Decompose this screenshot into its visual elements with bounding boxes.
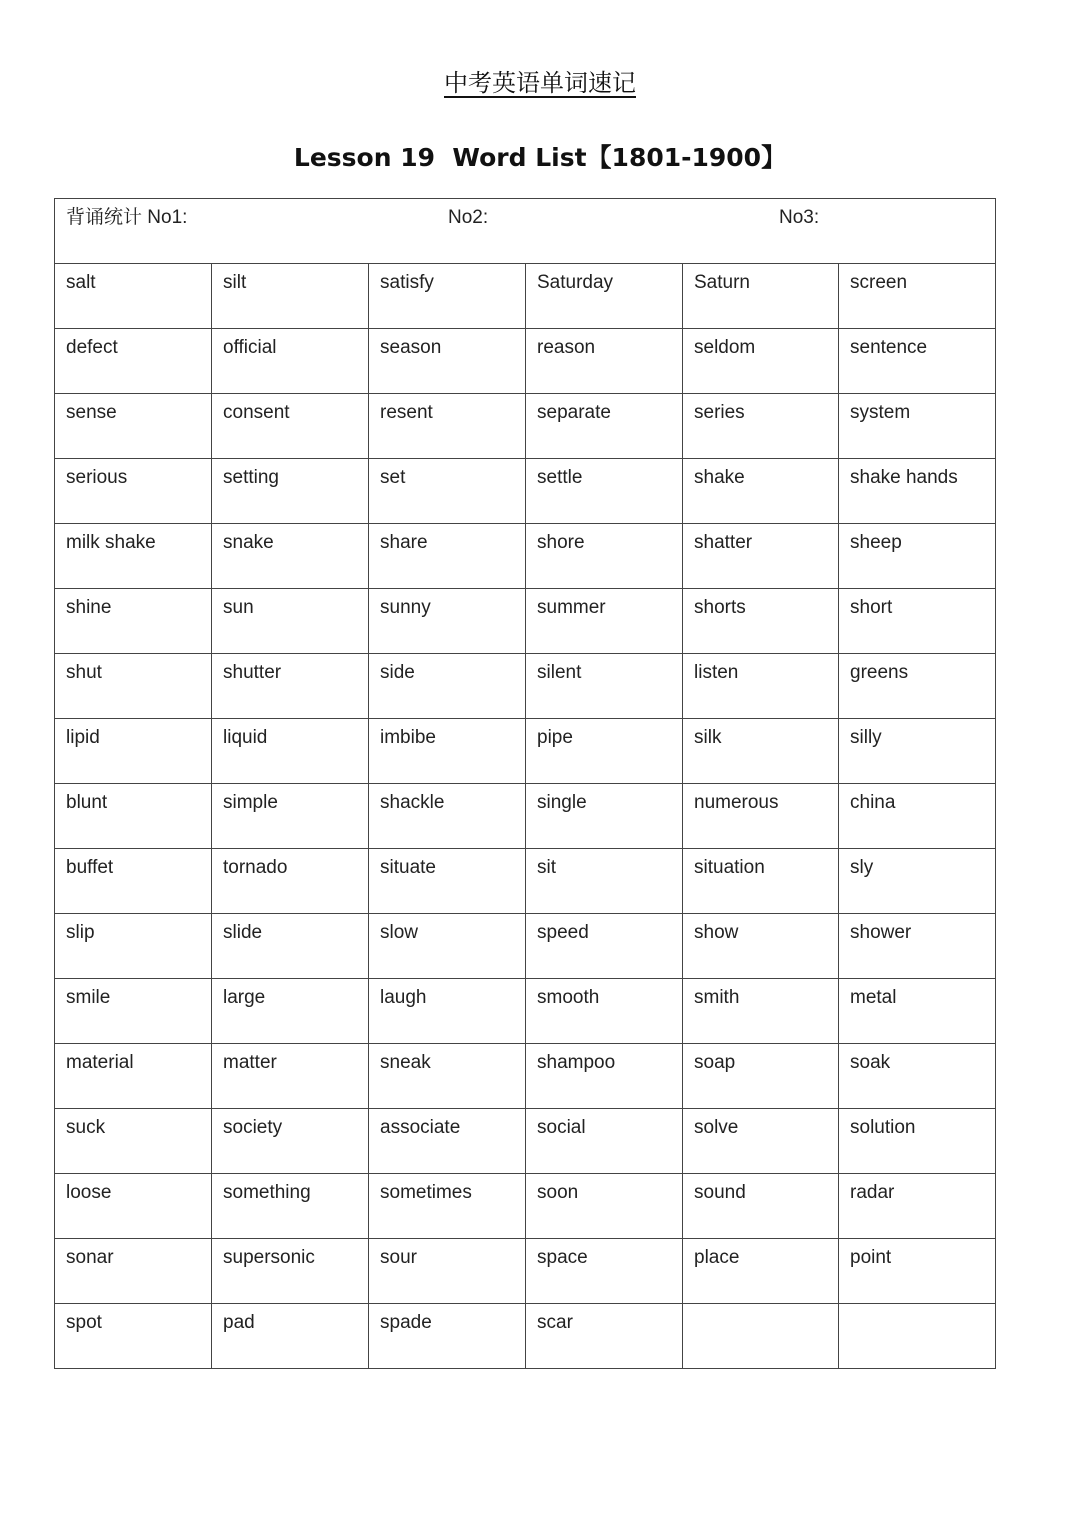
word-cell [212,1304,369,1369]
word-cell [683,1239,839,1304]
table-row [55,1239,996,1304]
word-cell [683,1304,839,1369]
word-text: space [537,1247,588,1268]
word-cell [839,849,996,914]
word-text: salt [66,272,96,293]
word-text: place [694,1247,740,1268]
word-cell [55,654,212,719]
word-cell [369,394,526,459]
word-text: season [380,337,442,358]
word-cell [839,1304,996,1369]
table-row [55,524,996,589]
word-text: share [380,532,428,553]
word-cell [526,329,683,394]
word-text: defect [66,337,118,358]
stats-no3-label: No3: [779,207,820,228]
word-cell [212,784,369,849]
word-cell [369,459,526,524]
word-text: sheep [850,532,902,553]
word-text: suck [66,1117,106,1138]
word-cell [683,784,839,849]
word-text: setting [223,467,279,488]
word-text [839,1304,995,1311]
word-text: associate [380,1117,461,1138]
word-text: lipid [66,727,100,748]
word-text: single [537,792,587,813]
word-text: reason [537,337,596,358]
word-cell [212,589,369,654]
word-text: spot [66,1312,102,1333]
word-text: smile [66,987,111,1008]
word-cell [55,1239,212,1304]
table-row [55,979,996,1044]
word-cell [55,264,212,329]
word-text: sometimes [380,1182,472,1203]
table-row [55,849,996,914]
word-cell [55,1044,212,1109]
word-text: situate [380,857,436,878]
word-text: set [380,467,406,488]
word-cell [55,1174,212,1239]
word-text: consent [223,402,290,423]
word-text: pad [223,1312,255,1333]
word-text: sense [66,402,117,423]
table-row [55,589,996,654]
word-text [683,1304,838,1311]
word-cell [212,329,369,394]
word-cell [526,459,683,524]
word-text: serious [66,467,128,488]
word-cell [55,979,212,1044]
word-cell [369,264,526,329]
word-cell [839,914,996,979]
word-cell [839,524,996,589]
word-cell [683,394,839,459]
word-cell [212,524,369,589]
word-text: simple [223,792,278,813]
word-text: social [537,1117,586,1138]
word-text: shine [66,597,112,618]
word-cell [683,589,839,654]
word-cell [526,849,683,914]
word-cell [839,979,996,1044]
word-text: sit [537,857,556,878]
word-text: screen [850,272,908,293]
word-cell [212,459,369,524]
word-cell [526,264,683,329]
word-text: seldom [694,337,756,358]
word-cell [55,524,212,589]
word-text: official [223,337,277,358]
word-text: Saturday [537,272,614,293]
word-text: smith [694,987,740,1008]
word-text: silk [694,727,722,748]
word-text: soap [694,1052,736,1073]
word-text: slip [66,922,95,943]
word-cell [683,1174,839,1239]
word-text: sun [223,597,254,618]
word-cell [55,849,212,914]
word-cell [839,784,996,849]
word-text: sour [380,1247,417,1268]
table-row [55,329,996,394]
word-text: large [223,987,266,1008]
word-text: sentence [850,337,928,358]
word-cell [526,914,683,979]
word-text: laugh [380,987,427,1008]
word-text: soak [850,1052,891,1073]
word-cell [683,654,839,719]
word-text: blunt [66,792,108,813]
word-text: listen [694,662,739,683]
word-cell [683,329,839,394]
table-row [55,459,996,524]
word-cell [839,1174,996,1239]
word-cell [369,1109,526,1174]
word-text: resent [380,402,433,423]
word-cell [683,1044,839,1109]
document-title [0,66,1080,100]
word-cell [212,654,369,719]
stats-row [55,199,996,264]
word-cell [683,849,839,914]
word-cell [55,459,212,524]
word-text: radar [850,1182,895,1203]
word-cell [369,1239,526,1304]
word-text: imbibe [380,727,436,748]
word-text: show [694,922,739,943]
word-cell [212,914,369,979]
word-cell [55,719,212,784]
word-list-table [54,198,996,1369]
word-text: Saturn [694,272,750,293]
word-text: slide [223,922,263,943]
word-cell [526,654,683,719]
word-cell [526,524,683,589]
word-cell [212,1044,369,1109]
word-text: shatter [694,532,753,553]
word-cell [839,719,996,784]
table-row [55,264,996,329]
word-text: slow [380,922,419,943]
document-title-text: 中考英语单词速记 [444,69,636,97]
word-cell [55,1304,212,1369]
word-text: shorts [694,597,746,618]
word-text: silt [223,272,247,293]
word-text: society [223,1117,283,1138]
word-text: shake hands [850,467,958,488]
word-text: short [850,597,893,618]
word-text: solve [694,1117,739,1138]
table-row [55,394,996,459]
word-text: series [694,402,745,423]
word-cell [369,1174,526,1239]
word-cell [369,329,526,394]
word-cell [526,589,683,654]
word-cell [212,979,369,1044]
word-cell [212,849,369,914]
table-row [55,1304,996,1369]
word-cell [683,524,839,589]
word-cell [526,784,683,849]
word-cell [839,589,996,654]
word-cell [526,719,683,784]
word-cell [369,524,526,589]
word-cell [55,914,212,979]
lesson-title: Lesson 19 Word List【1801-1900】 [293,143,787,172]
word-text: loose [66,1182,112,1203]
word-cell [369,589,526,654]
word-cell [55,784,212,849]
word-cell [369,654,526,719]
word-text: snake [223,532,274,553]
word-text: shackle [380,792,445,813]
word-cell [839,329,996,394]
word-cell [839,394,996,459]
word-cell [55,1109,212,1174]
word-cell [526,1109,683,1174]
word-text: sly [850,857,874,878]
word-cell [369,1304,526,1369]
word-text: sonar [66,1247,114,1268]
table-row [55,1044,996,1109]
word-cell [683,914,839,979]
word-cell [55,329,212,394]
word-text: separate [537,402,611,423]
word-text: shutter [223,662,282,683]
word-text: situation [694,857,765,878]
word-cell [526,1304,683,1369]
word-text: system [850,402,911,423]
word-cell [212,264,369,329]
word-text: numerous [694,792,779,813]
table-row [55,1109,996,1174]
word-text: tornado [223,857,288,878]
word-cell [369,914,526,979]
word-text: silent [537,662,582,683]
word-text: buffet [66,857,114,878]
word-cell [369,1044,526,1109]
word-text: shore [537,532,585,553]
word-cell [369,719,526,784]
word-text: side [380,662,415,683]
word-cell [683,459,839,524]
word-cell [839,1044,996,1109]
word-text: something [223,1182,311,1203]
word-text: summer [537,597,606,618]
word-cell [212,719,369,784]
word-cell [526,1239,683,1304]
table-row [55,1174,996,1239]
word-text: supersonic [223,1247,315,1268]
table-row [55,784,996,849]
word-text: smooth [537,987,600,1008]
word-text: silly [850,727,882,748]
word-text: sneak [380,1052,431,1073]
word-cell [526,1174,683,1239]
word-text: sunny [380,597,431,618]
word-cell [526,394,683,459]
word-cell [55,589,212,654]
word-cell [212,1109,369,1174]
word-cell [526,1044,683,1109]
table-row [55,719,996,784]
word-cell [55,394,212,459]
word-cell [839,654,996,719]
word-cell [683,264,839,329]
word-cell [683,1109,839,1174]
stats-no1-label: 背诵统计 No1: [66,207,188,228]
word-text: shampoo [537,1052,616,1073]
word-text: satisfy [380,272,434,293]
word-text: speed [537,922,589,943]
word-cell [839,1239,996,1304]
word-text: sound [694,1182,746,1203]
word-text: china [850,792,896,813]
word-cell [839,264,996,329]
stats-no2-label: No2: [448,207,489,228]
word-cell [369,979,526,1044]
word-cell [839,459,996,524]
word-text: liquid [223,727,268,748]
word-text: shake [694,467,745,488]
word-cell [212,1239,369,1304]
word-text: solution [850,1117,916,1138]
word-cell [369,849,526,914]
word-text: greens [850,662,909,683]
word-text: settle [537,467,583,488]
word-cell [683,979,839,1044]
table-row [55,654,996,719]
word-text: point [850,1247,892,1268]
word-text: scar [537,1312,573,1333]
word-cell [369,784,526,849]
word-cell [212,1174,369,1239]
word-cell [839,1109,996,1174]
table-row [55,914,996,979]
word-cell [526,979,683,1044]
word-text: shut [66,662,102,683]
word-text: soon [537,1182,579,1203]
recitation-stats-cell [55,199,996,264]
word-text: milk shake [66,532,156,553]
word-text: spade [380,1312,432,1333]
word-text: shower [850,922,912,943]
word-cell [212,394,369,459]
word-cell [683,719,839,784]
word-text: material [66,1052,134,1073]
word-text: matter [223,1052,277,1073]
word-text: metal [850,987,897,1008]
word-text: pipe [537,727,573,748]
word-list-body [55,199,996,1369]
